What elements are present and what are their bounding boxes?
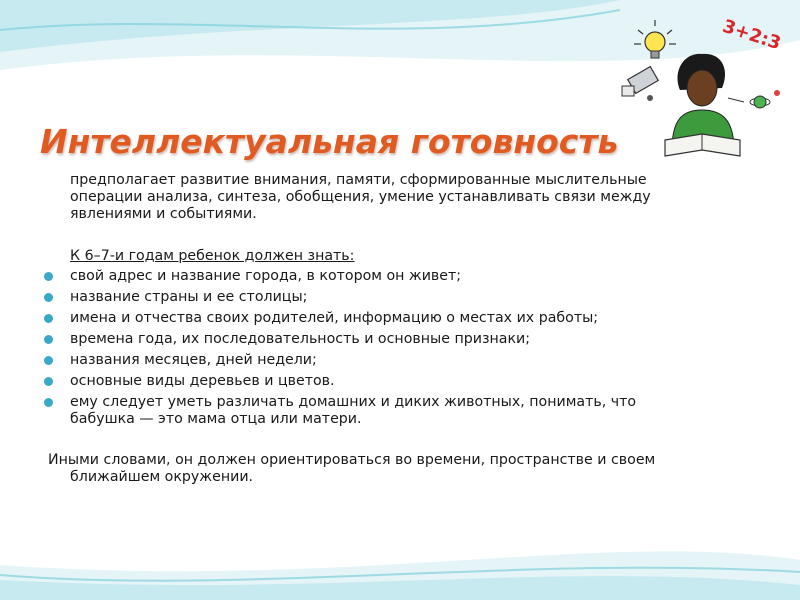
intro-line: операции анализа, синтеза, обобщения, умение устанавливать связи между	[70, 189, 651, 205]
slide-title: Интеллектуальная готовность	[40, 122, 619, 161]
list-item-text: основные виды деревьев и цветов.	[70, 373, 335, 389]
bullet-icon	[44, 335, 53, 344]
bullet-icon	[44, 398, 53, 407]
list-item	[44, 289, 704, 306]
math-expression: 3+2:3	[719, 15, 784, 55]
list-item-text: названия месяцев, дней недели;	[70, 352, 317, 368]
bullet-icon	[44, 314, 53, 323]
intro-paragraph	[70, 172, 730, 223]
summary-paragraph	[48, 452, 728, 486]
bullet-icon	[44, 272, 53, 281]
list-item	[44, 268, 704, 285]
list-item	[44, 331, 704, 348]
list-item-text: название страны и ее столицы;	[70, 289, 308, 305]
planet-icon	[728, 90, 780, 108]
intro-line: предполагает развитие внимания, памяти, сформированные мыслительные	[70, 172, 647, 188]
summary-line: Иными словами, он должен ориентироваться во времени, пространстве и своем	[48, 452, 656, 468]
bullet-icon	[44, 356, 53, 365]
list-item	[44, 352, 704, 369]
list-item	[44, 310, 704, 327]
telescope-icon	[622, 67, 658, 101]
lightbulb-icon	[634, 20, 676, 58]
list-item	[44, 394, 704, 428]
summary-line: ближайшем окружении.	[70, 469, 254, 485]
list-item	[44, 373, 704, 390]
list-item-text: ему следует уметь различать домашних и диких животных, понимать, что	[70, 394, 637, 410]
list-item-text: имена и отчества своих родителей, информацию о местах их работы;	[70, 310, 599, 326]
list-item-text: времена года, их последовательность и основные признаки;	[70, 331, 531, 347]
list-item-text: бабушка — это мама отца или матери.	[70, 411, 362, 427]
knowledge-heading: К 6–7-и годам ребенок должен знать:	[70, 248, 355, 264]
knowledge-list	[44, 268, 704, 432]
bullet-icon	[44, 293, 53, 302]
intro-line: явлениями и событиями.	[70, 206, 257, 222]
bullet-icon	[44, 377, 53, 386]
list-item-text: свой адрес и название города, в котором он живет;	[70, 268, 462, 284]
